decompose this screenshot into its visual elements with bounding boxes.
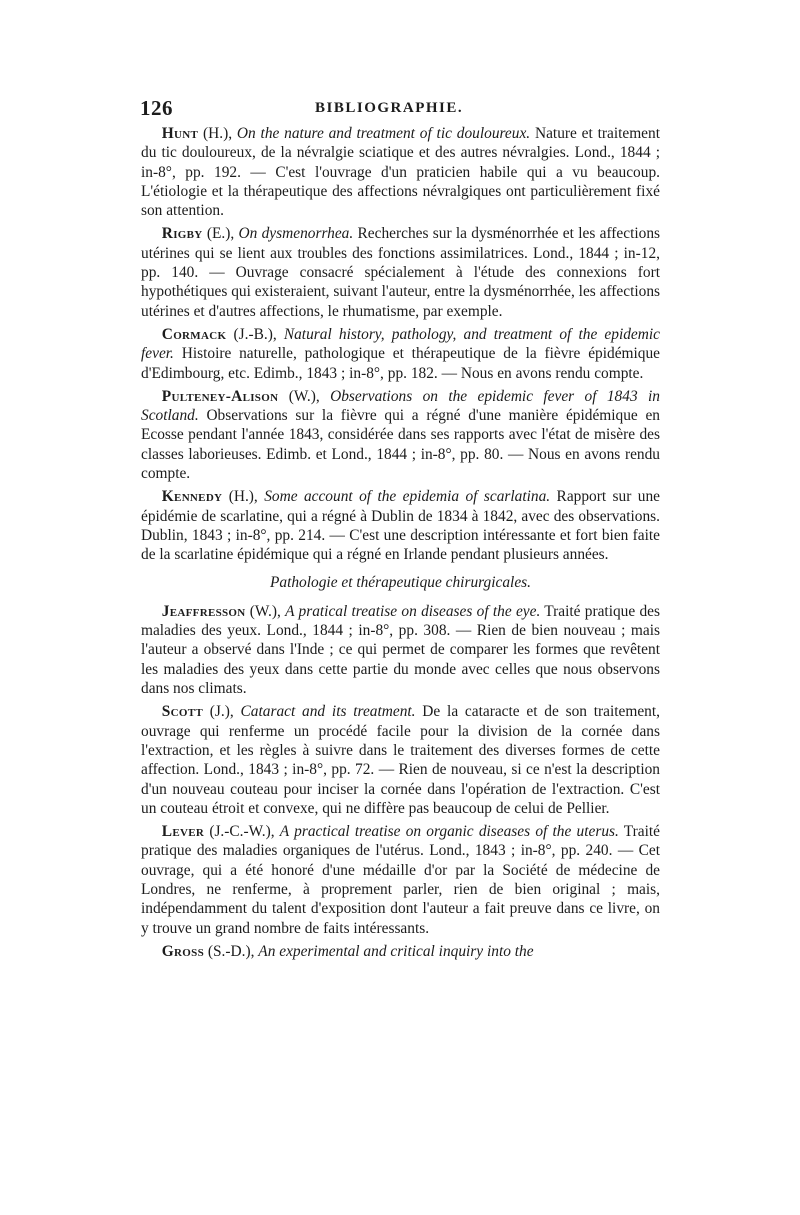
page-header <box>140 96 660 122</box>
bibliography-entry-lever <box>141 822 660 938</box>
entry-initials: (J.-C.-W.), <box>204 823 280 841</box>
entry-author: Hunt <box>161 125 199 142</box>
page-number: 126 <box>140 96 173 120</box>
entry-title: On the nature and treatment of tic douloureux. <box>236 125 531 142</box>
entry-initials: (W.), <box>245 602 286 620</box>
bibliography-entry-jeaffresson <box>141 602 660 698</box>
entry-title: On dysmenorrhea. <box>238 225 354 243</box>
entry-title: Some account of the epidemia of scarlatina. <box>264 488 551 506</box>
entry-initials: (S.-D.), <box>204 942 259 960</box>
entry-author: Gross <box>161 942 204 960</box>
entry-title: Observations on the epidemic fever of 1843 in Scotland. <box>141 387 660 425</box>
entry-body: Nature et traitement du tic douloureux, de la névralgie sciatique et des autres névralgies. Lond., 1844 ; in-8°, pp. 192. — C'est l'ouvrage d'un praticien habile qui a vu beaucoup. L'étiologie et la thérapeutique des affections névralgiques ont particulièrement fixé son attention. <box>141 125 660 220</box>
entry-initials: (H.), <box>198 125 237 142</box>
entry-author: Scott <box>161 703 204 721</box>
entry-title: A pratical treatise on diseases of the eye. <box>285 602 541 620</box>
entry-initials: (H.), <box>222 488 265 506</box>
bibliography-entry-kennedy <box>141 487 660 564</box>
entry-initials: (J.-B.), <box>226 325 284 343</box>
entry-initials: (E.), <box>202 225 239 243</box>
entry-body: Observations sur la fièvre qui a régné d'une manière épidémique en Ecosse pendant l'année 1843, considérée dans ses rapports avec l'état de misère des classes laborieuses. Edimb. et Lond., 1844 ; in-8°, pp. 80. — Nous en avons rendu compte. <box>141 407 660 483</box>
bibliography-entry-pulteney-alison <box>141 387 660 483</box>
bibliography-entry-scott <box>141 702 660 818</box>
entry-author: Pulteney-Alison <box>161 387 279 405</box>
bibliography-entry-rigby <box>141 224 660 320</box>
entry-body: Recherches sur la dysménorrhée et les affections utérines qui se lient aux troubles des fonctions assimilatrices. Lond., 1844 ; in-12, pp. 140. — Ouvrage consacré spécialement à l'étude des connexions fort hypothétiques qui existeraient, suivant l'auteur, entre la dysménorrhée, les affections utérines et d'autres affections, le rhumatisme, par exemple. <box>141 225 661 320</box>
entry-title: An experimental and critical inquiry into the <box>258 942 534 960</box>
entry-body: Rapport sur une épidémie de scarlatine, qui a régné à Dublin de 1834 à 1842, avec des observations. Dublin, 1843 ; in-8°, pp. 214. — C'est une description intéressante et fort bien faite de la scarlatine épidémique qui a régné en Irlande pendant plusieurs années. <box>141 488 660 564</box>
entry-title: Cataract and its treatment. <box>240 703 416 721</box>
entry-author: Kennedy <box>161 488 223 506</box>
section-heading: Pathologie et thérapeutique chirurgicales. <box>269 573 532 591</box>
entry-initials: (W.), <box>278 387 331 405</box>
entry-body: De la cataracte et de son traitement, ouvrage qui renferme un procédé facile pour la division de la cornée dans l'extraction, et les règles à suivre dans le traitement des diverses formes de cette affection. Lond., 1843 ; in-8°, pp. 72. — Rien de nouveau, si ce n'est la description d'un nouveau couteau pour inciser la cornée dans l'opération de l'extraction. C'est un couteau étroit et convexe, qui ne diffère pas beaucoup de celui de Pellier. <box>141 703 660 817</box>
entry-body: Traité pratique des maladies des yeux. Lond., 1844 ; in-8°, pp. 308. — Rien de bien nouveau ; mais l'auteur a observé dans l'Inde ; ce qui permet de comparer les formes que revêtent les maladies des yeux dans cette partie du monde avec celles que nous observons dans nos climats. <box>141 602 660 698</box>
entry-body: Traité pratique des maladies organiques de l'utérus. Lond., 1843 ; in-8°, pp. 240. — Cet ouvrage, qui a été honoré d'une médaille d'or par la Société de médecine de Londres, ne renferme, à proprement parler, rien de bien original ; mais, indépendamment du talent d'exposition dont l'auteur a fait preuve dans ce livre, on y trouve un grand nombre de faits intéressants. <box>141 823 660 937</box>
bibliography-entry-hunt <box>141 124 660 220</box>
entry-body: Histoire naturelle, pathologique et thérapeutique de la fièvre épidémique d'Edimbourg, etc. Edimb., 1843 ; in-8°, pp. 182. — Nous en avons rendu compte. <box>141 345 660 382</box>
entry-author: Lever <box>161 823 205 841</box>
bibliography-entry-gross <box>141 942 660 961</box>
entry-author: Rigby <box>161 225 203 243</box>
entry-title: A practical treatise on organic diseases of the uterus. <box>279 823 619 841</box>
bibliography-entry-cormack <box>141 325 660 383</box>
text-block <box>141 124 660 965</box>
entry-initials: (J.), <box>203 703 241 721</box>
entry-author: Jeaffresson <box>161 602 246 620</box>
entry-author: Cormack <box>161 325 227 343</box>
running-title: BIBLIOGRAPHIE. <box>315 100 464 116</box>
entry-title: Natural history, pathology, and treatment of the epidemic fever. <box>141 325 660 363</box>
